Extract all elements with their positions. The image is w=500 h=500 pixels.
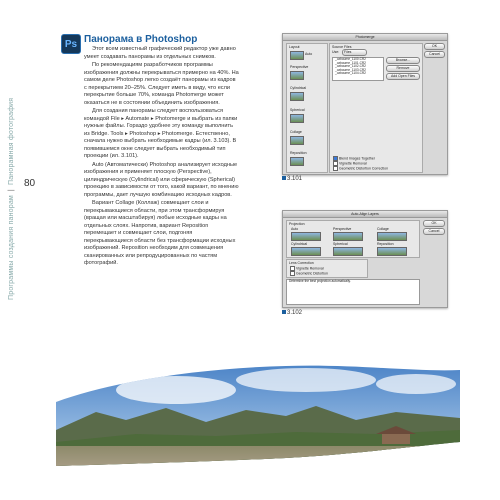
running-head: Программы создания панорам|Панорамная фотография [8,97,15,300]
paragraph: Вариант Collage (Коллаж) совмещает слои и перекрывающиеся области, при этом трансформируя (вращая или масштабируя) любые исходные кадры на отдельных слоях. Напротив, вариант Reposition перемещает и совмещает слои, подгоняя перекрывающиеся области без трансформации исходных изображений. Reposition необходим для совмещения сканированных или репродуцированных по частям фотографий. [84,200,236,266]
window-titlebar [283,34,447,41]
remove-button[interactable]: Remove [386,65,420,72]
file-item[interactable]: _ozbourne_1104.CR2 [335,71,366,76]
paragraph: Для создания панорамы следует воспользоваться командой File ▸ Automate ▸ Photomerge и выбрать из папки нужные файлы. Гораздо удобнее эту команду выполнить из Bridge. Tools ▸ Photoshop ▸ Photomerge. Естественно, сначала нужно выбрать необходимые кадры (ил. 3.103). В появившемся окне следует выбрать необходимый тип проекции (ил. 3.101). [84,108,238,159]
cylindrical-thumb-icon [291,247,321,256]
cloud [236,368,376,392]
paragraph: Auto (Автоматически) Photoshop анализирует исходные изображения и применяет плоскую (Perspective), цилиндрическую (Cylindrical) или сферическую (Spherical) проекцию в зависимости от того, какой вариант, по мнению программы, дает лучшую комбинацию исходных кадров. [84,161,239,198]
option-reposition[interactable]: Reposition [290,151,307,155]
spherical-thumb-icon [290,114,304,123]
option-reposition[interactable]: Reposition [377,242,394,246]
figure-caption: 3.101 [282,176,302,182]
ground [56,446,460,468]
photoshop-logo-icon: Ps [61,34,81,54]
cloud [116,376,236,404]
spherical-thumb-icon [333,247,363,256]
window-title: Auto-Align Layers [351,212,379,216]
source-files-group [329,43,423,173]
cancel-button[interactable]: Cancel [424,51,445,58]
option-perspective[interactable]: Perspective [333,227,352,231]
reposition-thumb-icon [377,247,407,256]
panorama-photo [56,350,460,468]
file-item[interactable]: _ozbourne_1103.CR2 [335,67,366,72]
vignette-removal-checkbox[interactable]: Vignette Removal [290,266,324,271]
ok-button[interactable]: OK [423,220,445,227]
file-item[interactable]: _ozbourne_1102.CR2 [335,64,366,69]
description-box [286,279,420,305]
page-number: 80 [24,178,36,189]
reposition-thumb-icon [290,157,304,166]
geometric-distortion-checkbox[interactable]: Geometric Distortion [290,271,328,276]
option-perspective[interactable]: Perspective [290,65,309,69]
blend-images-checkbox[interactable]: Blend Images Together [333,156,375,161]
photomerge-window [282,33,448,175]
layout-label: Layout [289,45,300,49]
collage-thumb-icon [290,136,304,145]
geometric-distortion-checkbox[interactable]: Geometric Distortion Correction [333,166,388,171]
option-spherical[interactable]: Spherical [333,242,348,246]
auto-align-window [282,210,448,308]
window-title: Photomerge [355,35,375,39]
description-text: Determine the best projection automatically. [289,279,351,283]
use-select[interactable]: Files [342,49,367,56]
ok-button[interactable]: OK [424,43,445,50]
option-collage[interactable]: Collage [290,130,302,134]
window-titlebar [283,211,447,218]
paragraph: Этот всем известный графический редактор уже давно умеет создавать панорамы из отдельных снимков. [84,46,236,60]
running-head-left: Программы создания панорам [8,195,15,300]
lens-correction-label: Lens Correction [289,261,314,265]
option-spherical[interactable]: Spherical [290,108,305,112]
use-label: Use: [332,50,340,54]
option-cylindrical[interactable]: Cylindrical [291,242,308,246]
file-list[interactable] [332,57,384,81]
collage-thumb-icon [377,232,407,241]
auto-thumb-icon [290,51,304,60]
running-head-right: Панорамная фотография [8,97,15,186]
projection-group [286,220,420,258]
browse-button[interactable]: Browse... [386,57,420,64]
figure-caption: 3.102 [282,310,302,316]
option-auto[interactable]: Auto [291,227,299,231]
layout-group [286,43,328,173]
file-item[interactable]: _ozbourne_1101.CR2 [335,60,366,65]
panorama-content [56,350,460,468]
option-collage[interactable]: Collage [377,227,389,231]
lens-correction-group [286,259,368,278]
file-item[interactable]: _ozbourne_1100.CR2 [335,57,366,61]
vignette-removal-checkbox[interactable]: Vignette Removal [333,161,367,166]
cancel-button[interactable]: Cancel [423,228,445,235]
perspective-thumb-icon [290,71,304,80]
paragraph: По рекомендациям разработчиков программы изображения должны перекрываться примерно на 40%. На самом деле Photoshop легко создаёт панорамы из кадров с перекрытием 20–25%. Следует иметь в виду, что если перекрытие больше 70%, команда Photomerge может оказаться не в состоянии объединить изображения. [84,62,239,106]
option-cylindrical[interactable]: Cylindrical [290,86,307,90]
auto-thumb-icon [291,232,321,241]
source-files-label: Source Files [332,45,352,49]
building [382,434,410,444]
article-title: Панорама в Photoshop [84,34,198,45]
projection-label: Projection [289,222,305,226]
perspective-thumb-icon [333,232,363,241]
article-body [84,46,239,269]
cylindrical-thumb-icon [290,92,304,101]
add-open-files-button[interactable]: Add Open Files [386,73,420,80]
cloud [376,374,456,394]
option-auto[interactable]: Auto [305,52,313,56]
